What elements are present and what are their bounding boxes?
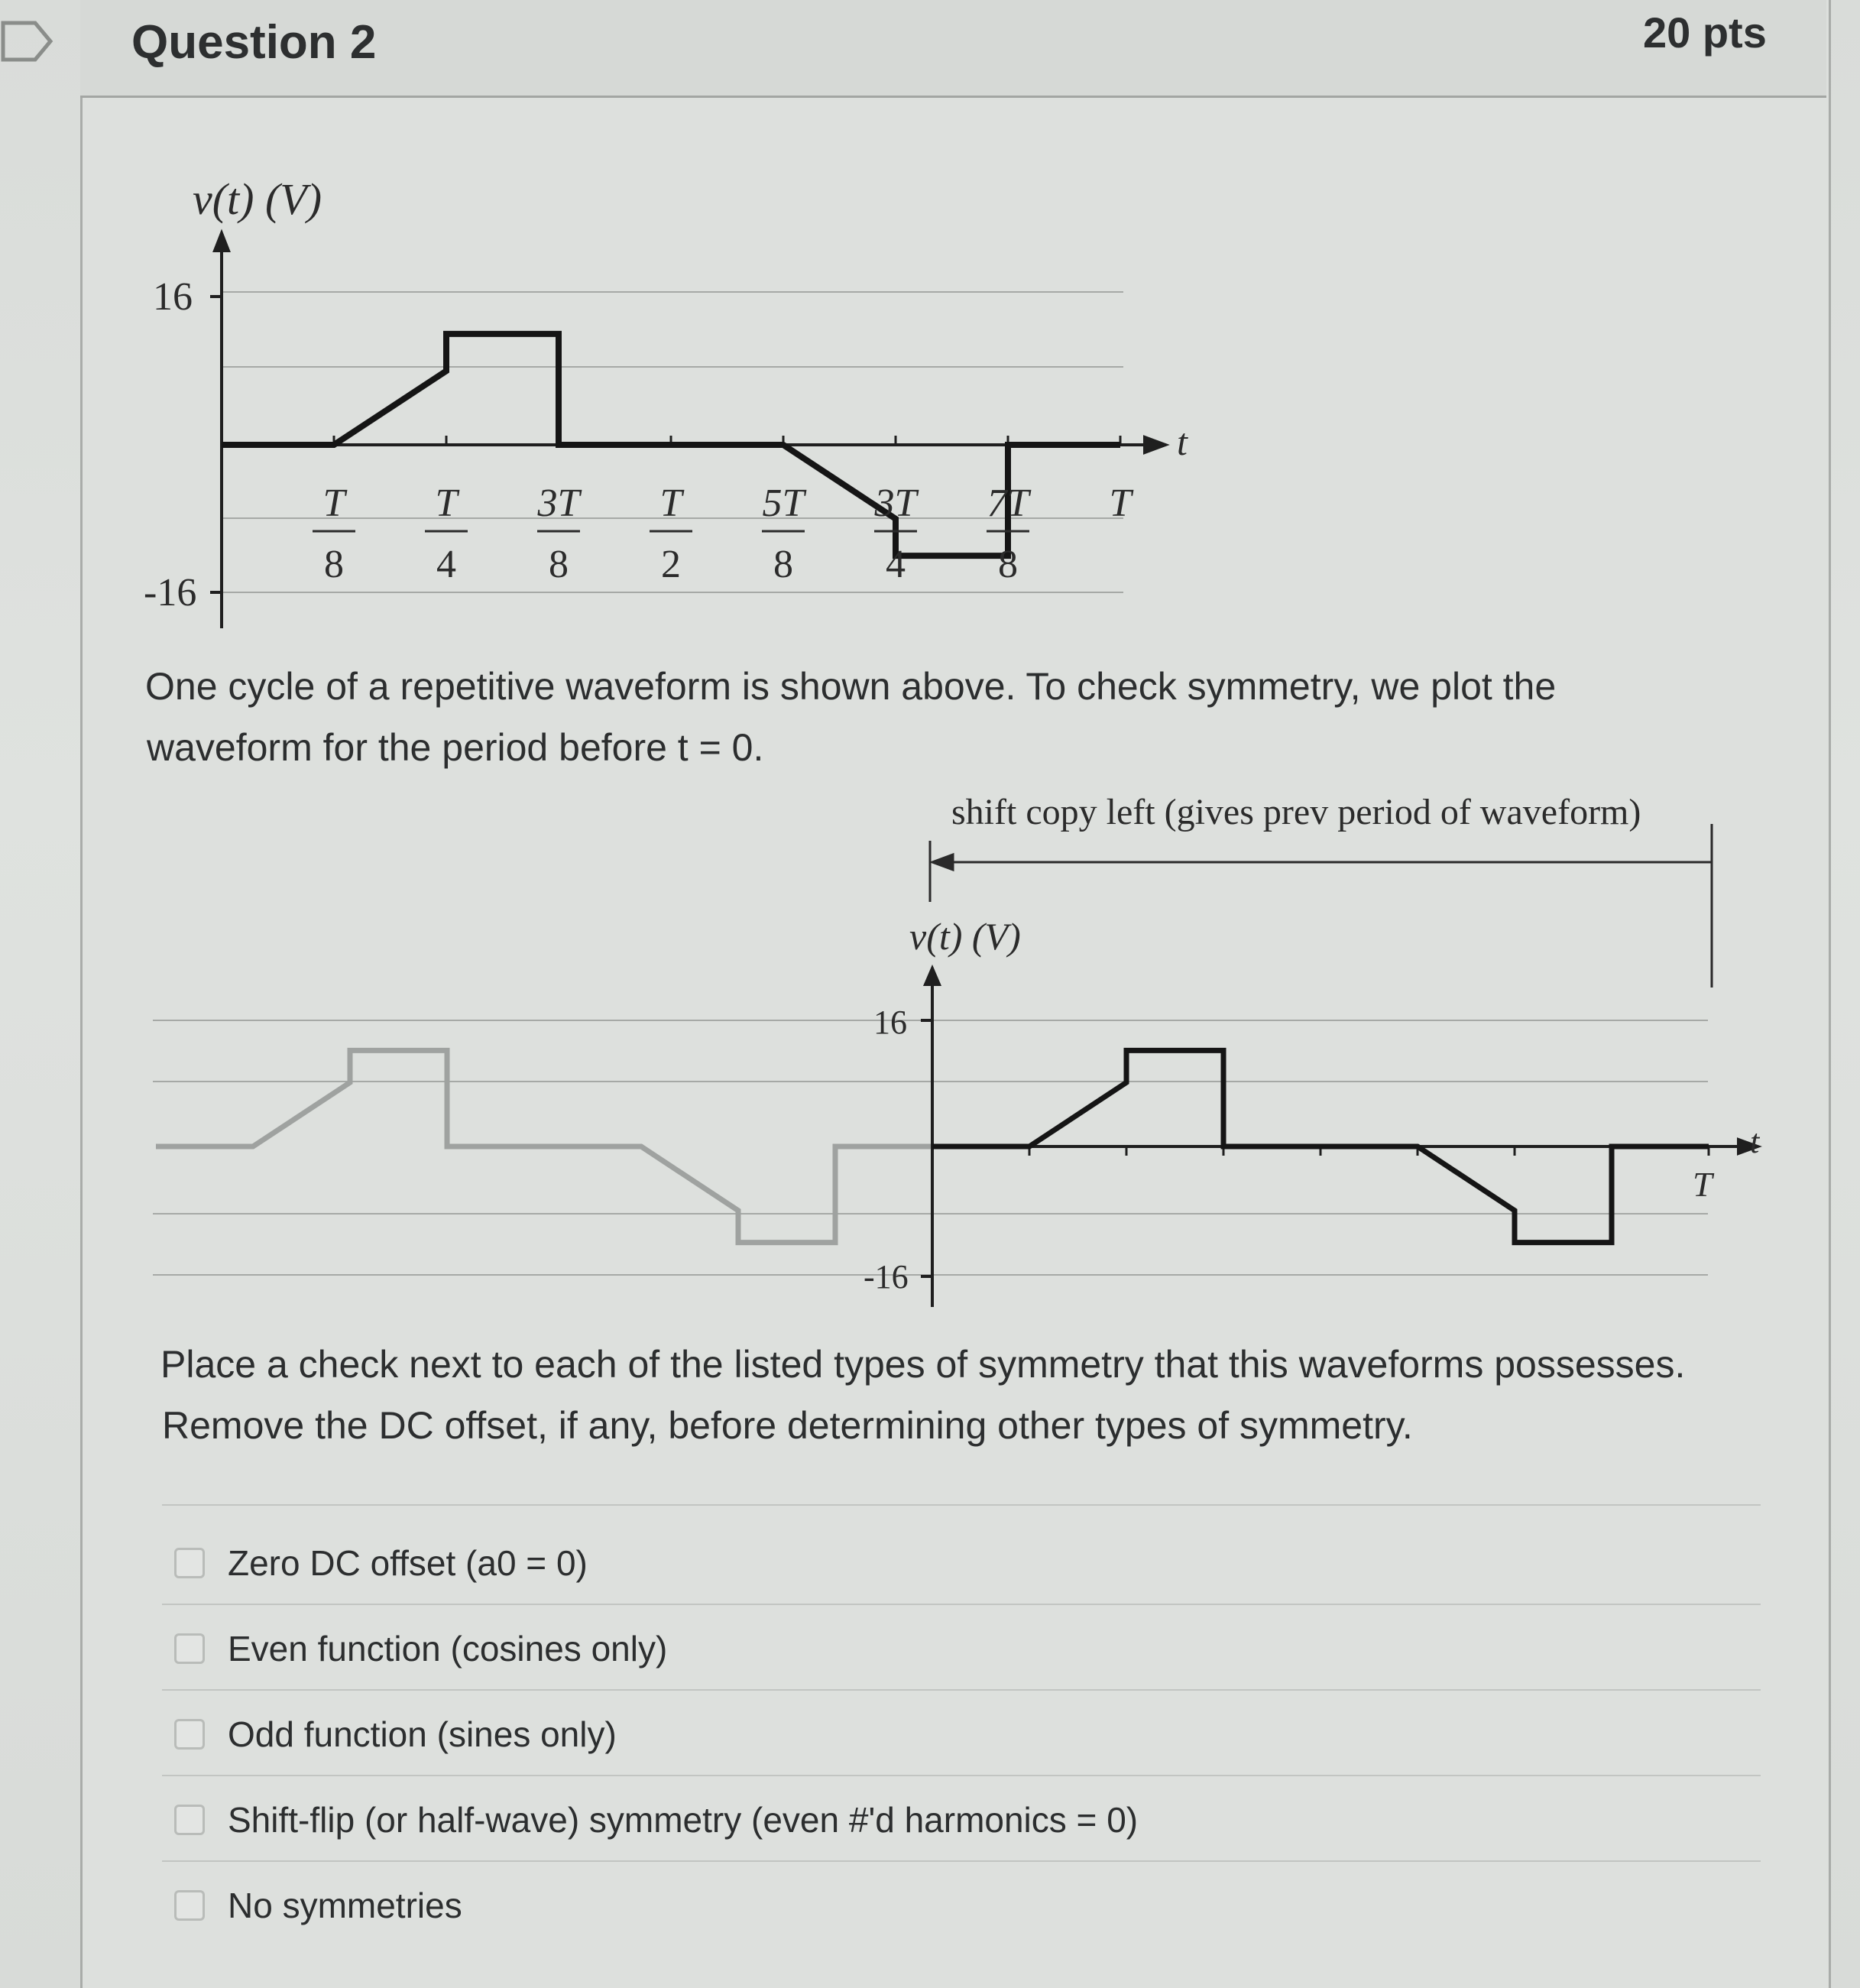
x-tick-denominator: 8: [998, 543, 1018, 586]
instruction-line-2: Remove the DC offset, if any, before determining other types of symmetry.: [162, 1404, 1413, 1447]
x-tick-numerator: T: [659, 482, 682, 525]
option-row[interactable]: [174, 1536, 588, 1590]
period-label: T: [1693, 1165, 1713, 1204]
y-tick-label-bottom-2: -16: [864, 1258, 909, 1296]
divider: [162, 1504, 1761, 1506]
y-axis-label-2: v(t) (V): [909, 915, 1021, 958]
option-checkbox[interactable]: [174, 1719, 205, 1750]
y-tick-label-top: 16: [153, 275, 193, 319]
option-label[interactable]: Odd function (sines only): [228, 1714, 617, 1754]
option-divider: [162, 1775, 1761, 1776]
waveform-figure-2: [149, 787, 1769, 1322]
x-tick-numerator: 3T: [537, 482, 580, 525]
x-tick-denominator: 8: [773, 543, 793, 586]
y-axis-arrow-2: [925, 968, 939, 984]
option-row[interactable]: [174, 1879, 462, 1932]
waveform-figure-1: [122, 161, 1230, 650]
option-row[interactable]: [174, 1793, 1138, 1847]
x-tick-denominator: 4: [886, 543, 906, 586]
description-line-2: waveform for the period before t = 0.: [147, 726, 764, 769]
x-tick-numerator: 7T: [987, 482, 1029, 525]
option-divider: [162, 1689, 1761, 1691]
option-checkbox[interactable]: [174, 1548, 205, 1578]
instruction-line-1: Place a check next to each of the listed types of symmetry that this waveforms possesses.: [160, 1343, 1686, 1386]
option-row[interactable]: [174, 1707, 617, 1761]
option-label[interactable]: Even function (cosines only): [228, 1629, 668, 1669]
option-checkbox[interactable]: [174, 1890, 205, 1921]
shift-arrow-head: [932, 855, 953, 870]
description-line-1: One cycle of a repetitive waveform is shown above. To check symmetry, we plot the: [145, 665, 1557, 708]
option-divider: [162, 1860, 1761, 1862]
option-label[interactable]: Zero DC offset (a0 = 0): [228, 1543, 588, 1583]
x-tick-numerator: 3T: [874, 482, 917, 525]
x-tick-denominator: 4: [436, 543, 456, 586]
x-tick-numerator: T: [1109, 482, 1132, 525]
x-tick-numerator: T: [322, 482, 345, 525]
option-label[interactable]: No symmetries: [228, 1886, 462, 1925]
x-tick-denominator: 8: [549, 543, 569, 586]
bookmark-icon[interactable]: [0, 20, 55, 63]
option-label[interactable]: Shift-flip (or half-wave) symmetry (even #'d harmonics = 0): [228, 1800, 1139, 1840]
x-axis-arrow: [1145, 437, 1165, 452]
x-tick-numerator: T: [435, 482, 458, 525]
y-tick-label-bottom: -16: [144, 571, 197, 615]
x-axis-label-2: t: [1750, 1123, 1760, 1160]
y-axis-arrow: [215, 233, 228, 251]
x-tick-numerator: 5T: [762, 482, 805, 525]
option-checkbox[interactable]: [174, 1805, 205, 1835]
x-tick-denominator: 2: [661, 543, 681, 586]
shift-annotation: shift copy left (gives prev period of waveform): [951, 792, 1641, 832]
option-row[interactable]: [174, 1622, 667, 1675]
x-tick-denominator: 8: [324, 543, 344, 586]
option-divider: [162, 1604, 1761, 1605]
question-title: Question 2: [131, 16, 377, 69]
y-axis-label: v(t) (V): [193, 174, 322, 224]
question-points: 20 pts: [1643, 8, 1767, 57]
y-tick-label-top-2: 16: [873, 1004, 907, 1041]
option-checkbox[interactable]: [174, 1633, 205, 1664]
x-axis-label: t: [1177, 420, 1188, 463]
